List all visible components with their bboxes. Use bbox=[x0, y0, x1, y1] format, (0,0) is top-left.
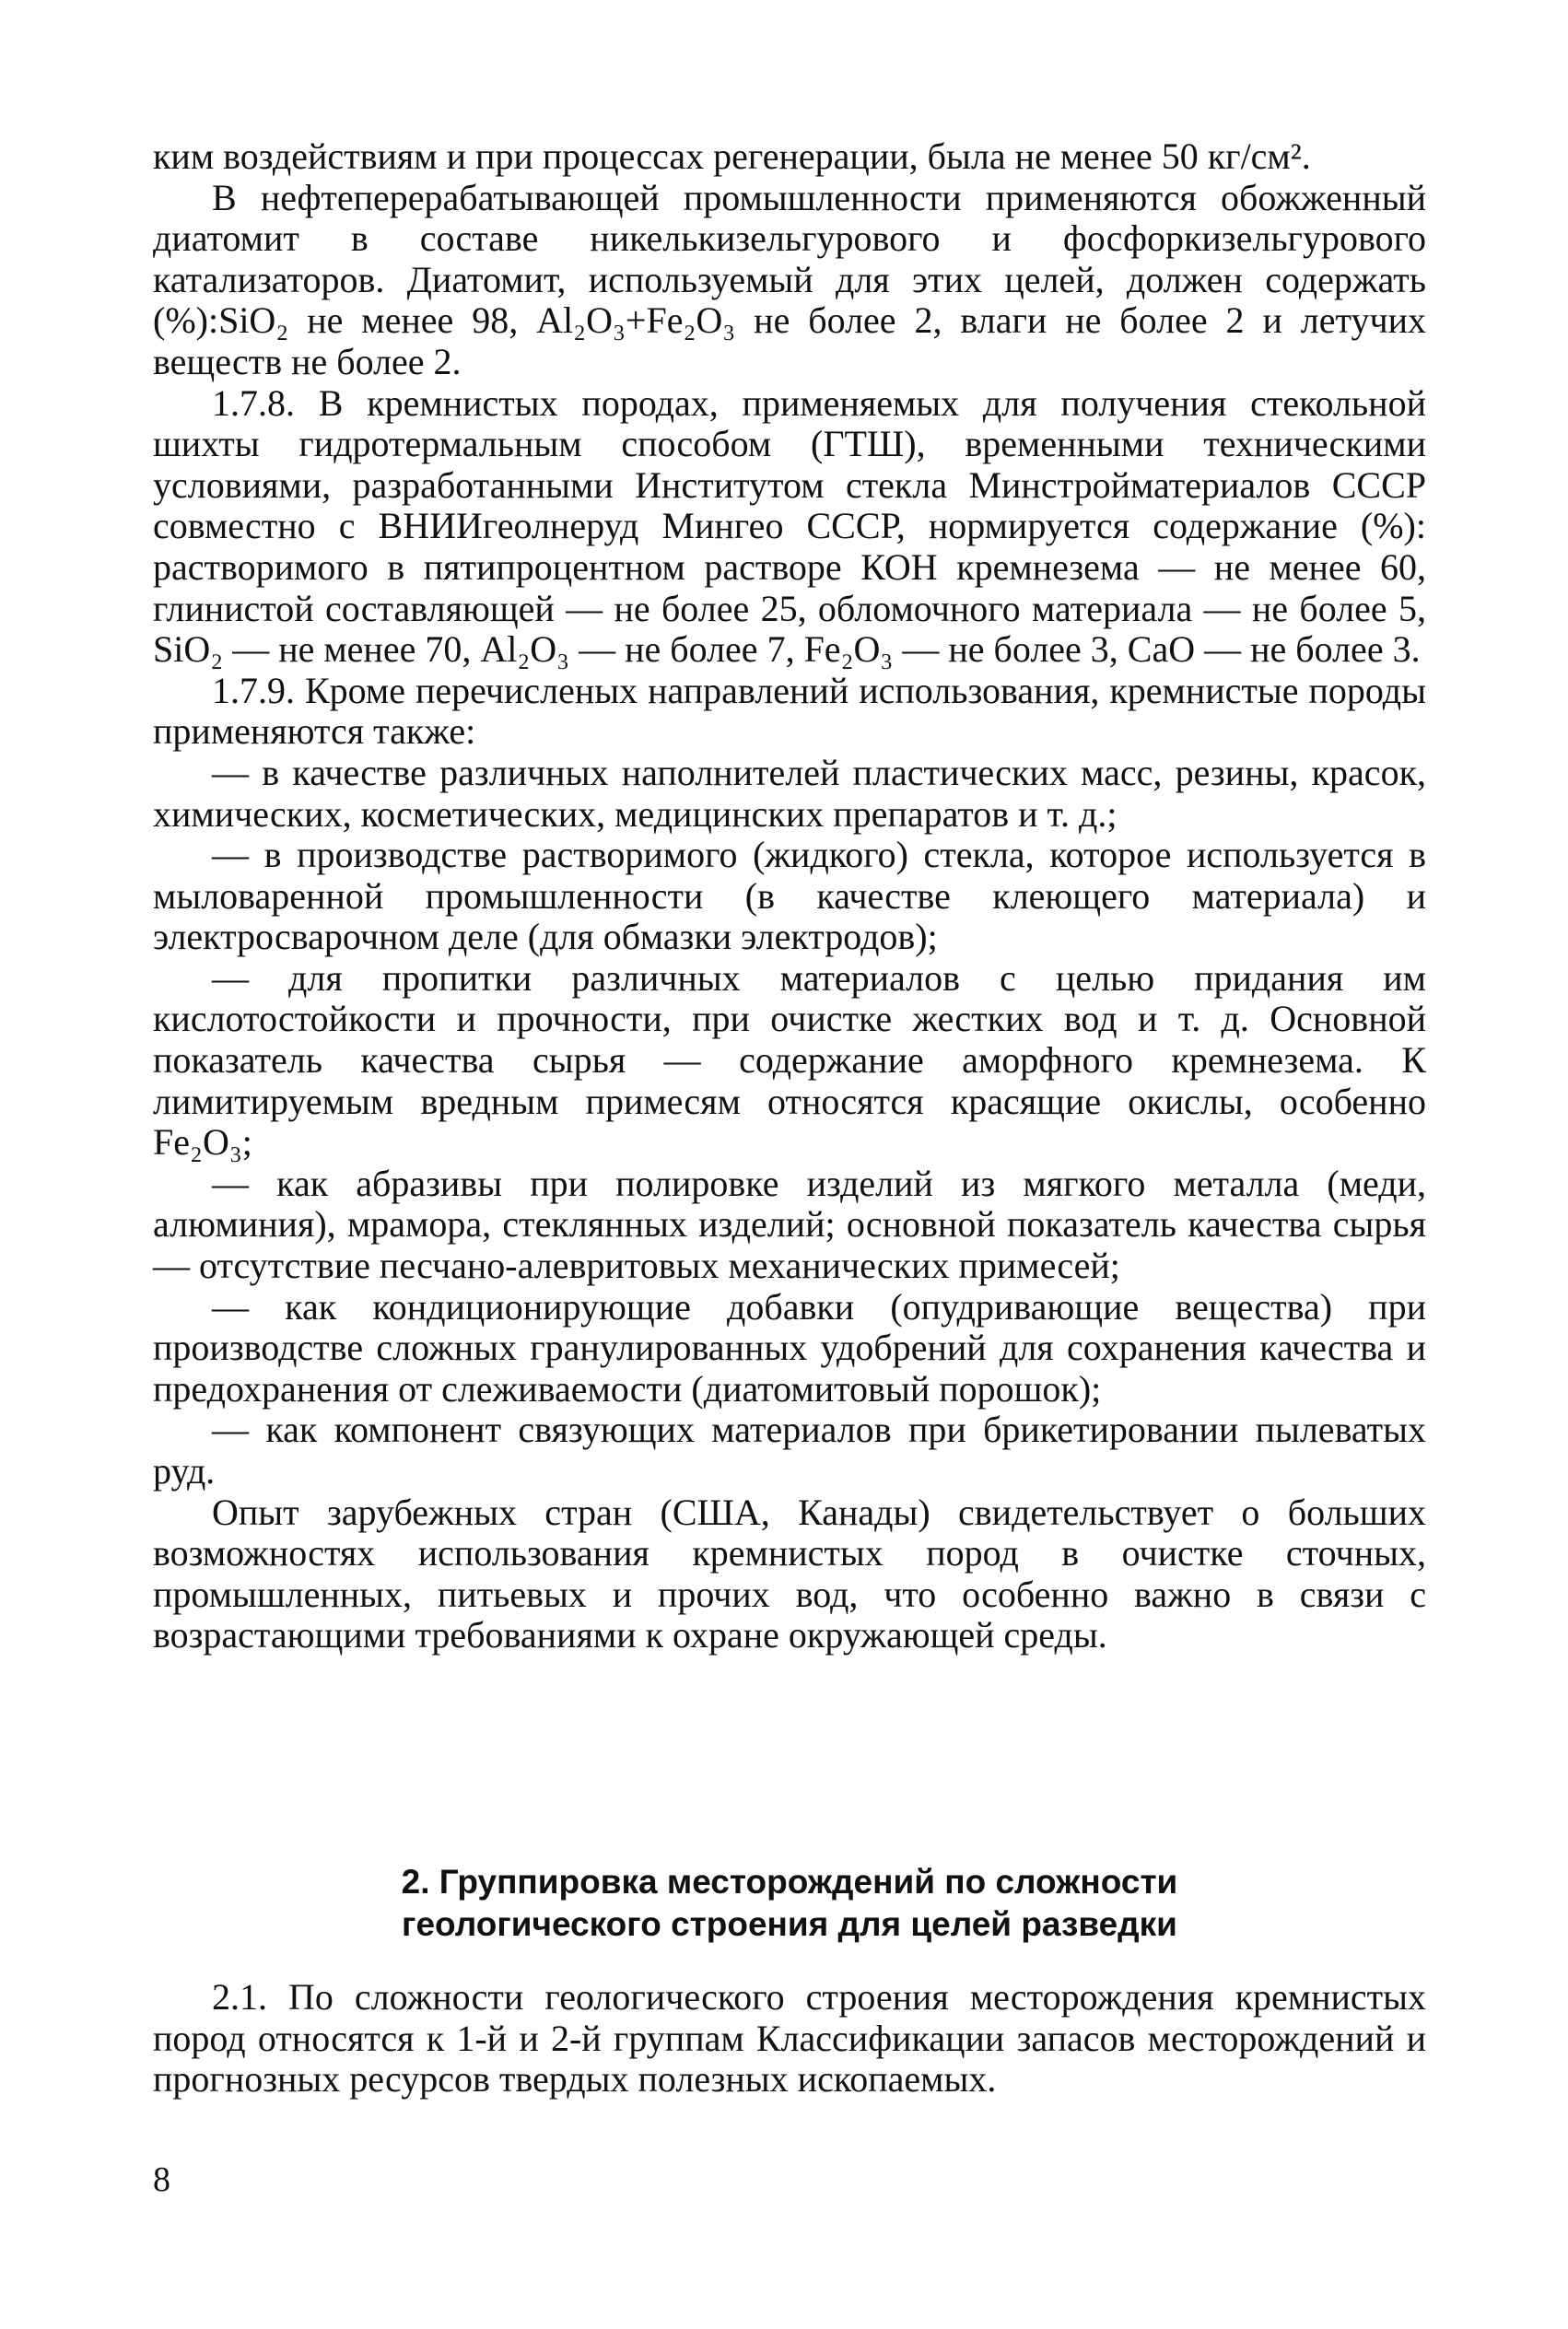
paragraph-continuation: ким воздействиям и при процессах регенерации, была не менее 50 кг/см². bbox=[153, 135, 1311, 177]
paragraph-diatomite: В нефтеперерабатывающей промышленности применяются обожженный диатомит в составе никелькизельгурового и фосфоркизельгурового катализаторов. Диатомит, используемый для этих целей, должен содержать (%):SiO₂ не менее 98, Al₂O₃+Fe₂O₃ не более 2, влаги не более 2 и летучих веществ не более 2. bbox=[153, 176, 1426, 382]
list-item-binders: — как компонент связующих материалов при брикетировании пылеватых руд. bbox=[153, 1409, 1426, 1492]
section-heading-line-2: геологического строения для целей разведки bbox=[402, 1905, 1177, 1943]
paragraph-1-7-8: 1.7.8. В кремнистых породах, применяемых для получения стекольной шихты гидротермальным способом (ГТШ), временными техническими условиями, разработанными Институтом стекла Минстройматериалов СССР совместно с ВНИИгеолнеруд Мингео СССР, нормируется содержание (%): растворимого в пятипроцентном растворе КОН кремнезема — не менее 60, глинистой составляющей — не более 25, обломочного материала — не более 5, SiO₂ — не менее 70, Al₂O₃ — не более 7, Fe₂O₃ — не более 3, CaO — не более 3. bbox=[153, 381, 1426, 671]
body-text bbox=[153, 136, 1426, 1656]
section-heading-line-1: 2. Группировка месторождений по сложности bbox=[401, 1863, 1178, 1901]
paragraph-2-1: 2.1. По сложности геологического строения месторождения кремнистых пород относятся к 1-й и 2-й группам Классификации запасов месторождений и прогнозных ресурсов твердых полезных ископаемых. bbox=[153, 1976, 1426, 2101]
list-item-liquid-glass: — в производстве растворимого (жидкого) стекла, которое используется в мыловаренной промышленности (в качестве клеющего материала) и электросварочном деле (для обмазки электродов); bbox=[153, 834, 1426, 958]
list-item-conditioning-additives: — как кондиционирующие добавки (опудривающие вещества) при производстве сложных гранулированных удобрений для сохранения качества и предохранения от слеживаемости (диатомитовый порошок); bbox=[153, 1285, 1426, 1410]
paragraph-1-7-9: 1.7.9. Кроме перечисленых направлений использования, кремнистые породы применяются также: bbox=[153, 669, 1426, 753]
list-item-abrasives: — как абразивы при полировке изделий из мягкого металла (меди, алюминия), мрамора, стеклянных изделий; основной показатель качества сырья — отсутствие песчано-алевритовых механических примесей; bbox=[153, 1162, 1426, 1287]
list-item-fillers: — в качестве различных наполнителей пластических масс, резины, красок, химических, косметических, медицинских препаратов и т. д.; bbox=[153, 751, 1426, 835]
section-body bbox=[153, 1977, 1426, 2101]
list-item-impregnation: — для пропитки различных материалов с целью придания им кислотостойкости и прочности, при очистке жестких вод и т. д. Основной показатель качества сырья — содержание аморфного кремнезема. К лимитируемым вредным примесям относятся красящие окислы, особенно Fe₂O₃; bbox=[153, 956, 1426, 1164]
section-heading bbox=[153, 1861, 1426, 1946]
page-number: 8 bbox=[153, 2160, 170, 2199]
paragraph-foreign-experience: Опыт зарубежных стран (США, Канады) свидетельствует о больших возможностях использования кремнистых пород в очистке сточных, промышленных, питьевых и прочих вод, что особенно важно в связи с возрастающими требованиями к охране окружающей среды. bbox=[153, 1491, 1426, 1656]
